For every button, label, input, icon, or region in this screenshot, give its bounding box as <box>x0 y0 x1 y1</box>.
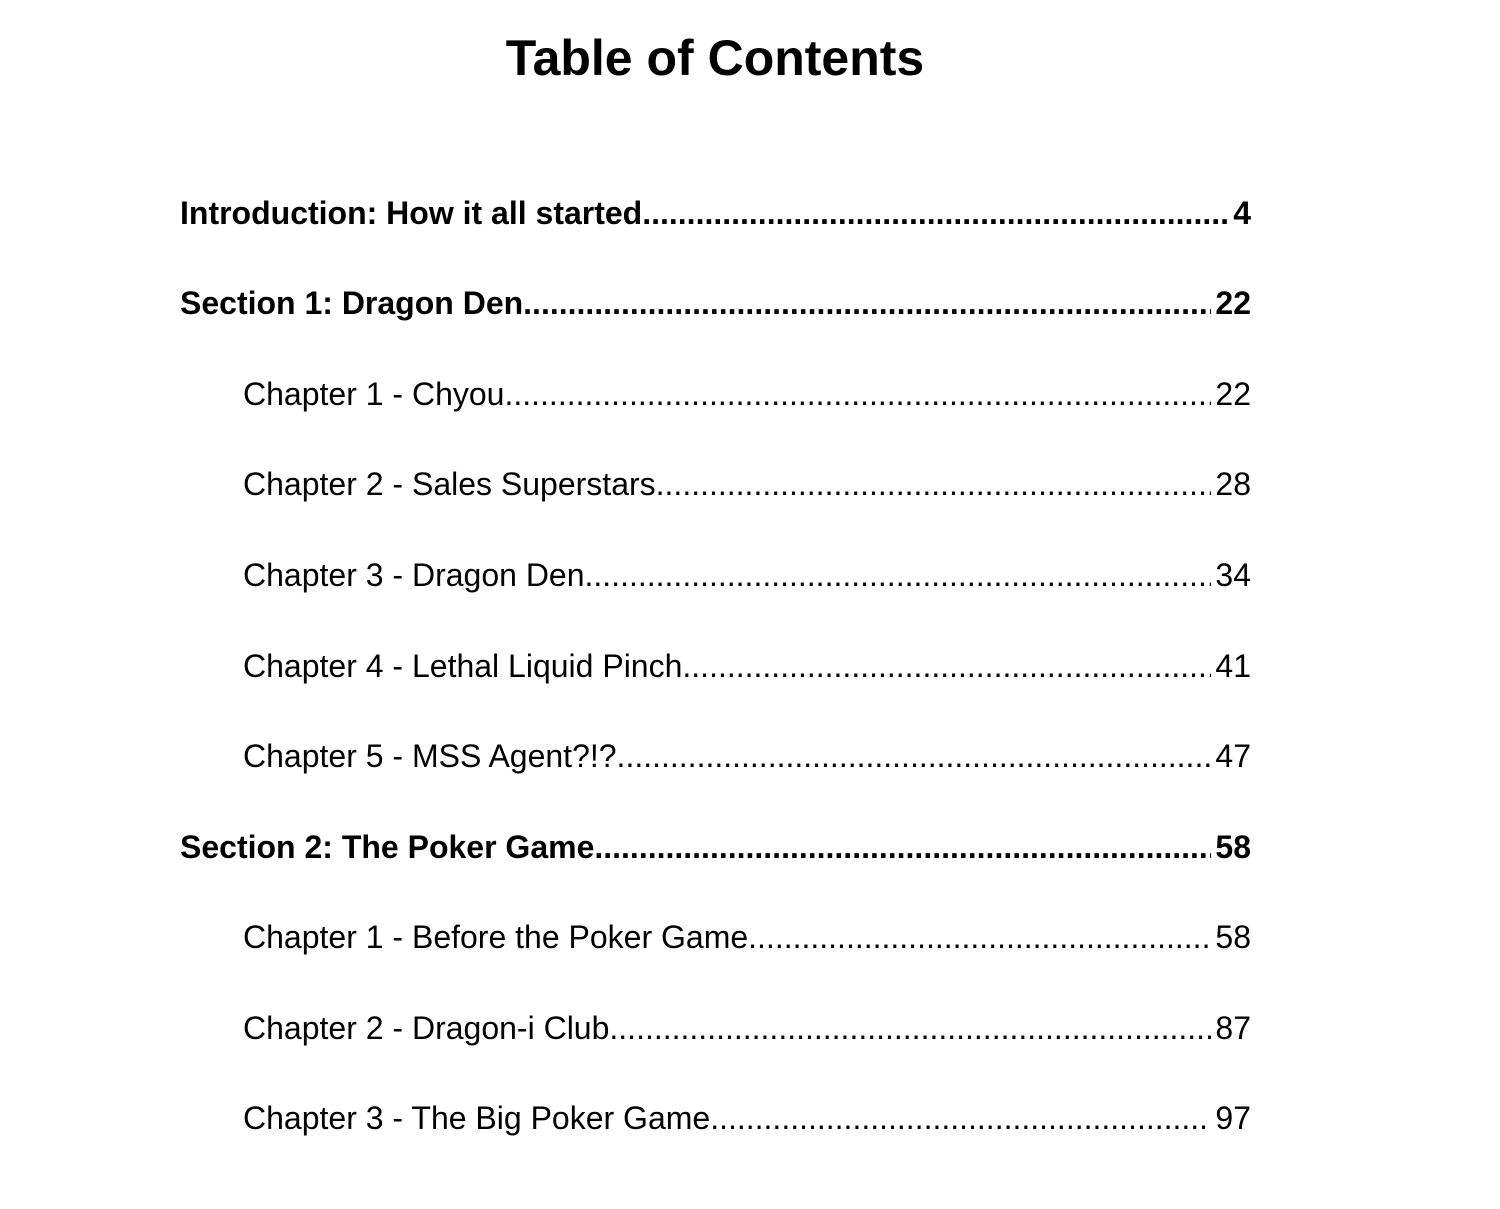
toc-entry-label: Chapter 2 - Dragon-i Club <box>243 1010 610 1046</box>
toc-entry-s2-chapter-2[interactable] <box>243 1006 1251 1050</box>
toc-entry-label: Introduction: How it all started <box>180 195 643 231</box>
toc-entry-section-2[interactable] <box>180 825 1251 869</box>
toc-entry-label: Section 1: Dragon Den <box>180 285 524 321</box>
toc-entry-page: 28 <box>1215 466 1251 502</box>
toc-entry-label: Chapter 1 - Chyou <box>243 376 505 412</box>
toc-entry-page: 87 <box>1215 1010 1251 1046</box>
dot-leader <box>642 191 1229 235</box>
dot-leader <box>594 825 1211 869</box>
toc-entry-label: Chapter 1 - Before the Poker Game <box>243 919 749 955</box>
dot-leader <box>748 915 1211 959</box>
toc-entry-section-1[interactable] <box>180 281 1251 325</box>
toc-entry-label: Chapter 3 - The Big Poker Game <box>243 1100 711 1136</box>
toc-entry-s2-chapter-3[interactable] <box>243 1096 1251 1140</box>
toc-entry-s1-chapter-2[interactable] <box>243 462 1251 506</box>
toc-entry-page: 34 <box>1215 557 1251 593</box>
dot-leader <box>609 1006 1211 1050</box>
toc-entry-label: Chapter 2 - Sales Superstars <box>243 466 656 502</box>
toc-entry-page: 22 <box>1215 285 1251 321</box>
toc-entry-page: 58 <box>1215 919 1251 955</box>
toc-entry-page: 97 <box>1215 1100 1251 1136</box>
dot-leader <box>504 372 1211 416</box>
toc-entry-page: 58 <box>1215 829 1251 865</box>
toc-entry-label: Chapter 4 - Lethal Liquid Pinch <box>243 648 683 684</box>
toc-entry-s2-chapter-1[interactable] <box>243 915 1251 959</box>
dot-leader <box>617 734 1212 778</box>
toc-entry-s1-chapter-4[interactable] <box>243 644 1251 688</box>
toc-entry-page: 41 <box>1215 648 1251 684</box>
dot-leader <box>682 644 1211 688</box>
toc-entry-s1-chapter-3[interactable] <box>243 553 1251 597</box>
dot-leader <box>523 281 1211 325</box>
toc-entry-page: 47 <box>1215 738 1251 774</box>
toc-entry-s1-chapter-5[interactable] <box>243 734 1251 778</box>
toc-entry-s1-chapter-1[interactable] <box>243 372 1251 416</box>
dot-leader <box>710 1096 1211 1140</box>
toc-entry-page: 4 <box>1233 195 1251 231</box>
toc-entry-label: Chapter 3 - Dragon Den <box>243 557 585 593</box>
dot-leader <box>656 462 1212 506</box>
toc-entry-label: Chapter 5 - MSS Agent?!? <box>243 738 617 774</box>
toc-entry-label: Section 2: The Poker Game <box>180 829 595 865</box>
toc-entry-page: 22 <box>1215 376 1251 412</box>
toc-entry-introduction[interactable] <box>180 191 1251 235</box>
dot-leader <box>585 553 1212 597</box>
page-title: Table of Contents <box>505 30 925 86</box>
